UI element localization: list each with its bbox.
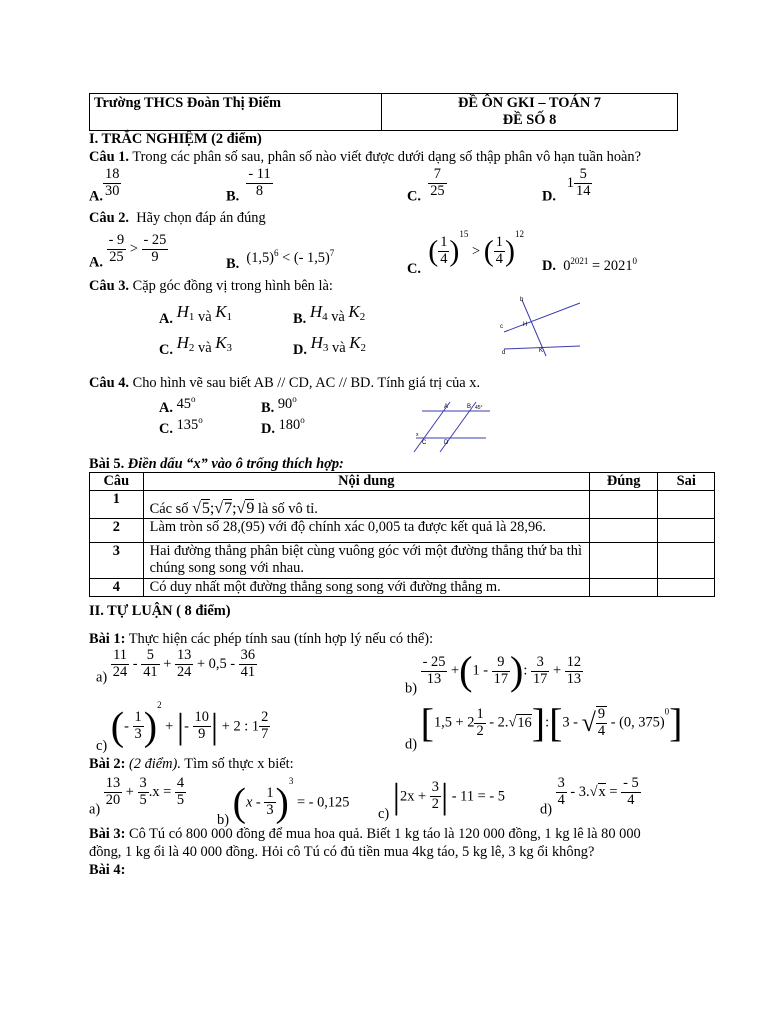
bai5-text: Điền dấu “x” vào ô trống thích hợp: [127,456,344,472]
row-content: Các số √5;√7;√9 là số vô tỉ. [143,491,589,519]
q2-option-d[interactable]: D. $0^{2021} = 2021^0$ [542,256,638,274]
bai5-label: Bài 5. [89,456,125,472]
q1-option-c[interactable] [407,167,447,205]
fraction: $\frac{- 9}{25}$ [108,232,125,265]
q1-option-a[interactable] [89,167,121,205]
bai1-label: Bài 1: [89,631,126,647]
bai2-text: Tìm số thực x biết: [184,756,294,772]
dung-checkbox[interactable] [589,519,658,543]
q1-option-d[interactable]: D. 1 $\frac{5}{14}$ [542,166,591,205]
label-x: x [416,432,419,438]
q4-option-a[interactable]: A. 45$^o$ [159,394,196,416]
header-noi-dung: Nội dung [143,473,589,491]
header-dung: Đúng [589,473,658,491]
dung-checkbox[interactable] [589,491,658,519]
fraction: $\frac{- 25}{9}$ [143,232,167,265]
sai-checkbox[interactable] [658,491,715,519]
option-letter: C. [407,188,421,205]
bai2-a: a) $\frac{13}{20}$ + $\frac{3}{5}$ .x = $\frac{4}{5}$ [89,775,185,818]
q4-option-b[interactable]: B. 90$^o$ [261,394,297,416]
label-angle: 45° [475,405,483,411]
label-c: c [500,324,503,330]
row-number: 3 [90,543,144,579]
exam-title: ĐỀ ÔN GKI – TOÁN 7 [458,95,601,111]
q4-figure [408,398,500,454]
bai1-d: d) [1,5 + 2 $\frac{1}{2}$ - 2.√16]:[3 - √ $\frac{9}{4}$ - (0, 375)$^0$] [405,700,683,753]
row-number: 4 [90,579,144,597]
bai1-text: Thực hiện các phép tính sau (tính hợp lý nếu có thể): [128,631,434,647]
option-letter: A. [89,188,103,205]
q1-stem [89,149,641,166]
q1-text: Trong các phân số sau, phân số nào viết được dưới dạng số thập phân vô hạn tuần hoàn? [132,149,642,165]
sai-checkbox[interactable] [658,519,715,543]
bai3-label: Bài 3: [89,826,126,842]
q2-text: Hãy chọn đáp án đúng [136,210,266,226]
q3-text: Cặp góc đồng vị trong hình bên là: [132,278,333,294]
bai5-stem [89,456,344,473]
fraction: $\frac{5}{14}$ [576,166,591,199]
option-letter: C. [159,342,173,358]
option-letter: B. [226,188,240,205]
label-h: H [523,322,528,328]
row-number: 2 [90,519,144,543]
q3-label: Câu 3. [89,278,129,294]
bai1-a: a) $\frac{11}{24}$ - $\frac{5}{41}$ + $\frac{13}{24}$ + 0,5 - $\frac{36}{41}$ [96,647,256,686]
q3-option-c[interactable]: C. $H_2$ và $K_3$ [159,333,233,358]
option-letter: C. [407,261,421,277]
option-letter: B. [293,311,307,327]
exam-title-cell [382,94,678,131]
label-A: A [444,404,449,410]
bai2-stem: Bài 2: (2 điểm). Tìm số thực x biết: [89,756,294,772]
label-k: K [539,348,544,354]
q2-label: Câu 2. [89,210,129,226]
table-row [90,519,715,543]
row-content: Hai đường thẳng phân biệt cùng vuông góc với một đường thẳng thứ ba thì chúng song song với nhau. [143,543,589,579]
bai2-d: d) $\frac{3}{4}$ - 3.√x = $\frac{- 5}{4}$ [540,775,639,818]
table-row [90,543,715,579]
fraction: $\frac{18}{30}$ [105,166,120,199]
bai4-label: Bài 4: [89,862,126,878]
option-letter: D. [542,188,556,205]
q4-text: Cho hình vẽ sau biết AB // CD, AC // BD. Tính giá trị của x. [132,375,481,391]
bai2-b: b) (x - $\frac{1}{3}$ )$^3$ = - 0,125 [217,776,350,828]
bai1-c: c) (- $\frac{1}{3}$ )$^2$ + |- $\frac{10}{9}$ | + 2 : 1 $\frac{2}{7}$ [96,700,269,754]
option-letter: C. [159,420,173,437]
q4-label: Câu 4. [89,375,129,391]
option-letter: D. [293,342,307,358]
label-C: C [422,440,427,446]
header-sai: Sai [658,473,715,491]
option-letter: A. [89,254,103,271]
fraction: $\frac{- 11}{8}$ [248,166,271,199]
part1-title: I. TRẮC NGHIỆM (2 điểm) [89,131,262,147]
table-header-row [90,473,715,491]
option-letter: D. [261,420,275,437]
bai3-line1: Bài 3: Cô Tú có 800 000 đồng để mua hoa quả. Biết 1 kg táo là 120 000 đồng, 1 kg lê là 80 000 [89,826,641,842]
bai1-stem [89,631,433,648]
row-content: Có duy nhất một đường thẳng song song với đường thẳng m. [143,579,589,597]
header-cau: Câu [90,473,144,491]
option-letter: A. [159,399,173,416]
dung-checkbox[interactable] [589,579,658,597]
label-B: B [467,404,472,410]
dung-checkbox[interactable] [589,543,658,579]
q3-option-a[interactable]: A. $H_1$ và $K_1$ [159,302,233,327]
line-c [504,303,580,332]
q4-option-c[interactable]: C. 135$^o$ [159,415,203,437]
label-b: b [520,297,524,303]
label-D: D [444,440,449,446]
option-letter: A. [159,311,173,327]
q4-stem [89,375,480,392]
table-row [90,491,715,519]
q3-option-d[interactable]: D. $H_3$ và $K_2$ [293,333,367,358]
q2-option-c[interactable]: C. ( $\frac{1}{4}$ )$^{15}$ > ( $\frac{1}{4}$ )$^{12}$ [407,229,524,277]
row-content: Làm tròn số 28,(95) với độ chính xác 0,005 ta được kết quả là 28,96. [143,519,589,543]
q3-stem [89,278,333,295]
q3-option-b[interactable]: B. $H_4$ và $K_2$ [293,302,366,327]
true-false-table [89,472,715,597]
bai2-label: Bài 2: [89,756,126,772]
sai-checkbox[interactable] [658,579,715,597]
q1-option-b[interactable] [226,167,273,205]
table-row [90,579,715,597]
q2-option-b[interactable]: B. $(1,5)^6$ < (- 1,5)$^7$ [226,248,335,272]
label-d: d [502,350,506,356]
fraction: $\frac{7}{25}$ [430,166,445,199]
row-number: 1 [90,491,144,519]
bai3-line2: đồng, 1 kg ổi là 40 000 đồng. Hỏi cô Tú có đủ tiền mua 4kg táo, 5 kg lê, 3 kg ổi không? [89,844,595,860]
bai1-b: b) $\frac{- 25}{13}$ +(1 - $\frac{9}{17}$ ): $\frac{3}{17}$ + $\frac{12}{13}$ [405,648,582,697]
school-name: Trường THCS Đoàn Thị Điểm [90,94,382,131]
q4-option-d[interactable]: D. 180$^o$ [261,415,305,437]
part2-title: II. TỰ LUẬN ( 8 điểm) [89,603,231,619]
q1-label: Câu 1. [89,149,129,165]
option-letter: B. [261,399,275,416]
bai2-c: c) |2x + $\frac{3}{2}$ | - 11 = - 5 [378,776,505,823]
header-table [89,93,678,131]
q3-figure [496,294,588,358]
option-letter: D. [542,257,556,274]
q2-option-a[interactable]: A. $\frac{- 9}{25}$ > $\frac{- 25}{9}$ [89,232,167,271]
option-letter: B. [226,255,240,272]
exam-number: ĐỀ SỐ 8 [502,112,557,128]
sai-checkbox[interactable] [658,543,715,579]
q2-stem [89,210,266,227]
